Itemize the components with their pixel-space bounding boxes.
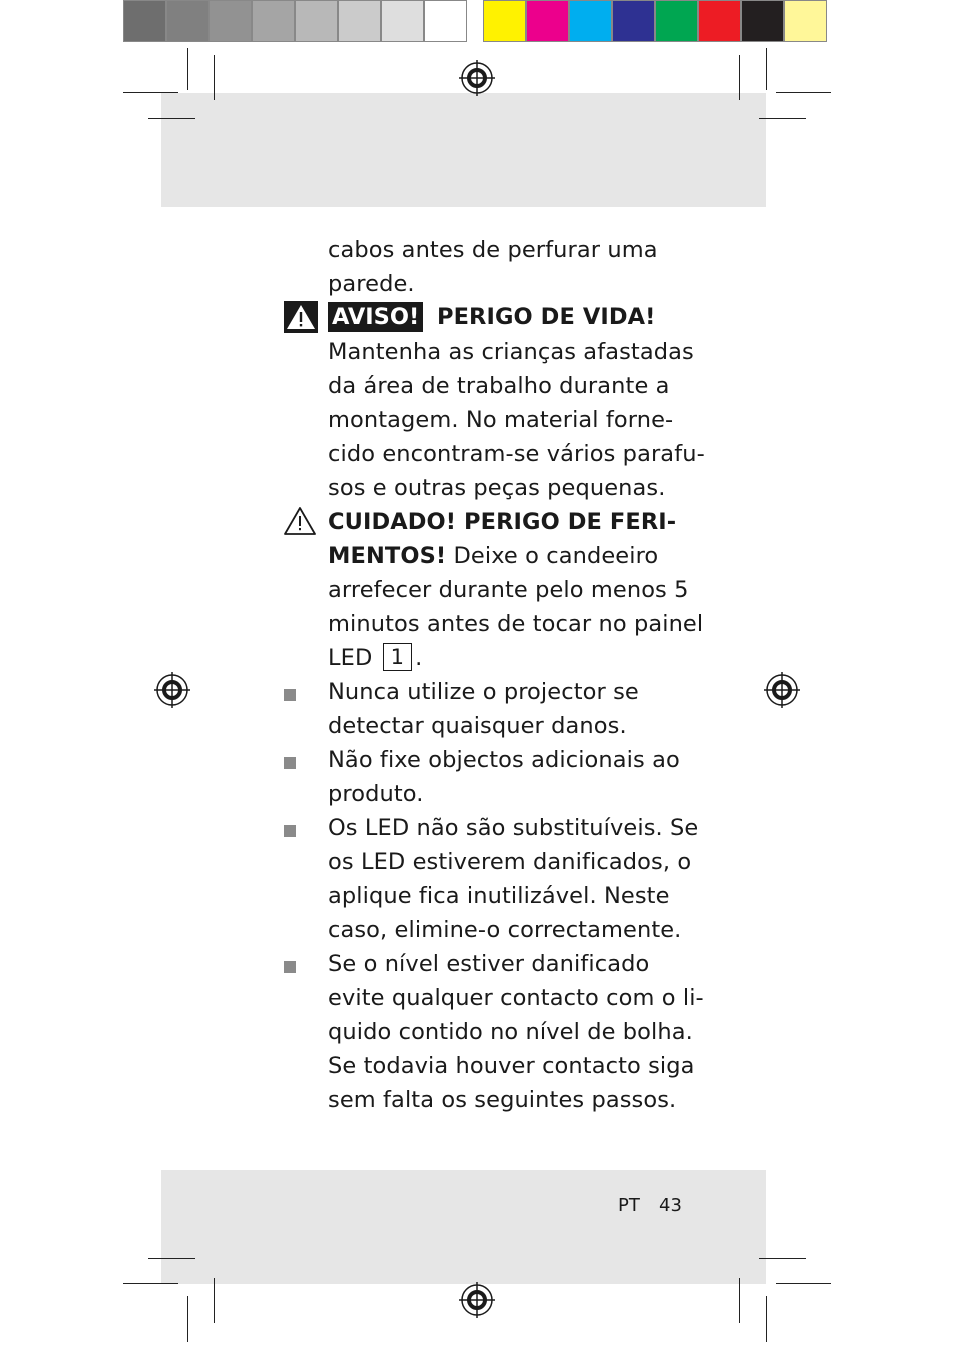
crop-mark [187,48,188,90]
part-reference-box: 1 [383,643,412,671]
text-span: Deixe o candeeiro [446,543,659,569]
color-swatch [698,0,741,42]
gray-swatch [338,0,381,42]
crop-mark [214,1278,215,1323]
crop-mark [776,92,831,93]
bullet-icon [284,825,296,837]
crop-mark [123,92,178,93]
cuidado-heading: CUIDADO! PERIGO DE FERI- [328,509,677,535]
crop-mark [776,1283,831,1284]
text-line [328,539,658,573]
bullet-icon [284,961,296,973]
crop-mark [759,118,806,119]
crop-mark [214,55,215,100]
text-line: arrefecer durante pelo menos 5 [328,577,689,603]
text-line: da área de trabalho durante a [328,373,670,399]
text-span: LED [328,645,380,671]
registration-mark-icon [154,672,190,708]
color-swatch [569,0,612,42]
color-swatch [526,0,569,42]
crop-mark [759,1258,806,1259]
header-band [161,93,766,207]
warning-filled-icon [284,301,318,333]
aviso-heading: PERIGO DE VIDA! [437,304,656,330]
crop-mark [148,1258,195,1259]
bullet-icon [284,757,296,769]
text-line: quido contido no nível de bolha. [328,1019,693,1045]
text-line: montagem. No material forne- [328,407,674,433]
registration-mark-icon [459,1282,495,1318]
text-line: produto. [328,781,424,807]
color-swatch [784,0,827,42]
cuidado-heading-cont: MENTOS! [328,543,447,569]
text-line: os LED estiverem danificados, o [328,849,692,875]
bullet-icon [284,689,296,701]
crop-mark [766,48,767,90]
crop-mark [766,1296,767,1342]
aviso-badge: AVISO! [328,302,423,332]
warning-outline-icon [283,505,317,537]
gray-swatch [295,0,338,42]
language-code: PT [618,1195,640,1216]
text-line: Se o nível estiver danificado [328,951,650,977]
text-line: detectar quaisquer danos. [328,713,627,739]
gray-swatch [381,0,424,42]
text-span: . [415,645,423,671]
text-line: sem falta os seguintes passos. [328,1087,677,1113]
gray-swatch [209,0,252,42]
gray-swatch [424,0,467,42]
text-line: Não fixe objectos adicionais ao [328,747,680,773]
grayscale-bar [123,0,467,44]
crop-mark [123,1283,178,1284]
crop-mark [739,55,740,100]
text-line: cido encontram-se vários parafu- [328,441,705,467]
registration-mark-icon [459,60,495,96]
color-bar [483,0,827,44]
text-line: sos e outras peças pequenas. [328,475,666,501]
gray-swatch [252,0,295,42]
text-line: Nunca utilize o projector se [328,679,639,705]
text-line: cabos antes de perfurar uma [328,237,658,263]
gray-swatch [166,0,209,42]
crop-mark [739,1278,740,1323]
text-line: aplique fica inutilizável. Neste [328,883,670,909]
text-line [328,641,422,675]
text-line: Mantenha as crianças afastadas [328,339,694,365]
gray-swatch [123,0,166,42]
text-line: Se todavia houver contacto siga [328,1053,695,1079]
crop-mark [148,118,195,119]
color-swatch [655,0,698,42]
text-line: Os LED não são substituíveis. Se [328,815,699,841]
color-swatch [741,0,784,42]
page-number: 43 [659,1195,682,1216]
text-line: caso, elimine-o correctamente. [328,917,682,943]
text-line: evite qualquer contacto com o li- [328,985,704,1011]
footer-band [161,1170,766,1284]
color-swatch [612,0,655,42]
registration-mark-icon [764,672,800,708]
text-line: parede. [328,271,415,297]
text-line: minutos antes de tocar no painel [328,611,704,637]
crop-mark [187,1296,188,1342]
color-swatch [483,0,526,42]
